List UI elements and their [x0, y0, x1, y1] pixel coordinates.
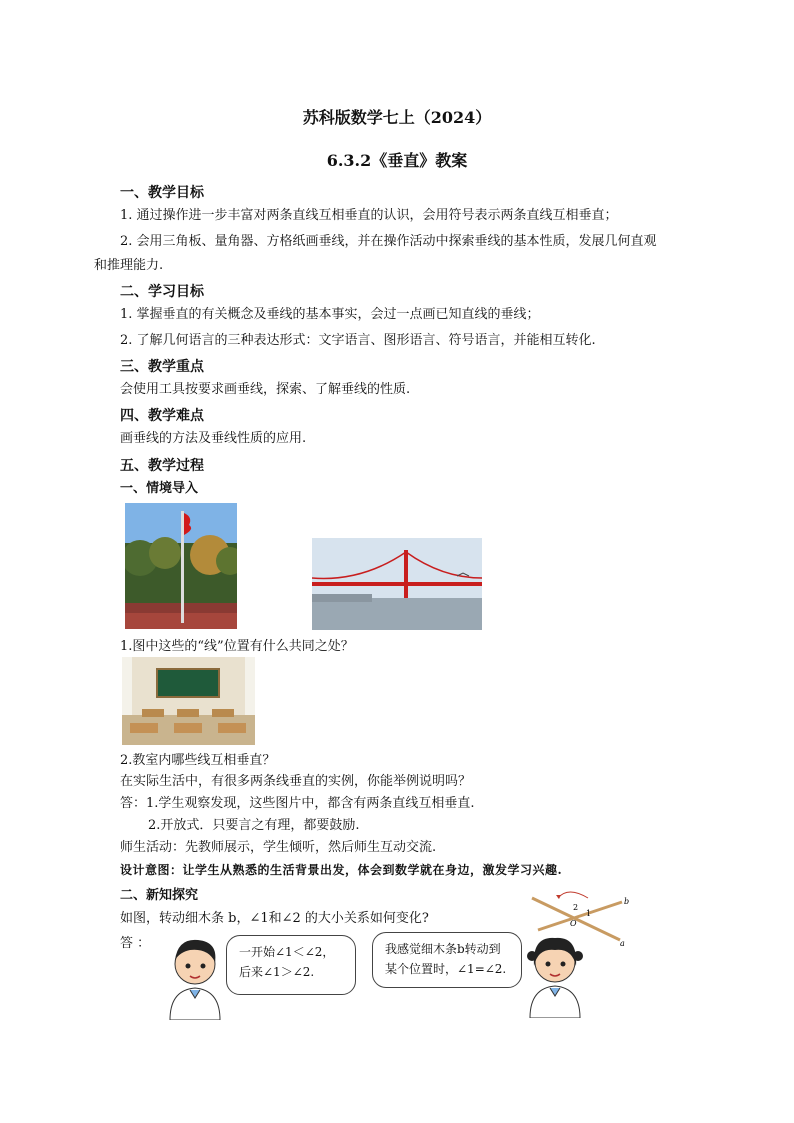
label-2: 2	[573, 903, 579, 912]
activity: 师生活动：先教师展示，学生倾听，然后师生互动交流.	[120, 840, 437, 855]
section-heading-difficulty: 四、教学难点	[120, 408, 204, 424]
question: 在实际生活中，有很多两条线垂直的实例，你能举例说明吗？	[120, 774, 472, 789]
paragraph: 1. 掌握垂直的有关概念及垂线的基本事实，会过一点画已知直线的垂线；	[120, 307, 540, 322]
question: 2.教室内哪些线互相垂直？	[120, 753, 276, 768]
paragraph: 2. 会用三角板、量角器、方格纸画垂线，并在操作活动中探索垂线的基本性质，发展几何直观	[120, 234, 657, 249]
answer: 答：1.学生观察发现，这些图片中，都含有两条直线互相垂直.	[120, 796, 475, 811]
question: 如图，转动细木条 b，∠1和∠2 的大小关系如何变化?	[120, 911, 429, 926]
bubble-text: 一开始∠1＜∠2，	[239, 945, 335, 959]
label-o: O	[570, 919, 577, 928]
classroom-photo	[122, 657, 255, 745]
section-heading-focus: 三、教学重点	[120, 359, 204, 375]
design-intent: 设计意图：让学生从熟悉的生活背景出发，体会到数学就在身边，激发学习兴趣.	[120, 863, 563, 877]
subheading: 二、新知探究	[120, 888, 199, 903]
flag-photo	[125, 503, 237, 629]
paragraph: 2. 了解几何语言的三种表达形式：文字语言、图形语言、符号语言，并能相互转化.	[120, 333, 596, 348]
bridge-photo	[312, 538, 482, 630]
paragraph: 画垂线的方法及垂线性质的应用.	[120, 431, 307, 446]
page-title: 苏科版数学七上（2024）	[302, 108, 492, 127]
girl-avatar	[520, 928, 590, 1018]
speech-bubble-left	[226, 935, 356, 995]
label-a: a	[620, 939, 625, 948]
answer: 2.开放式．只要言之有理，都要鼓励.	[148, 818, 360, 833]
page-subtitle: 6.3.2《垂直》教案	[326, 151, 468, 170]
section-heading-objectives: 一、教学目标	[120, 185, 204, 201]
bubble-text: 我感觉细木条b转动到	[385, 942, 501, 956]
speech-bubble-right	[372, 932, 522, 988]
answer-label: 答 ：	[120, 936, 151, 951]
section-heading-process: 五、教学过程	[120, 458, 204, 474]
bubble-text: 某个位置时，∠1=∠2.	[385, 962, 507, 976]
label-b: b	[624, 897, 630, 906]
section-heading-learning: 二、学习目标	[120, 284, 204, 300]
boy-avatar	[160, 930, 230, 1020]
question: 1.图中这些的“线”位置有什么共同之处？	[120, 639, 354, 654]
bubble-text: 后来∠1＞∠2.	[239, 965, 315, 979]
label-1: 1	[586, 909, 592, 918]
paragraph: 1. 通过操作进一步丰富对两条直线互相垂直的认识，会用符号表示两条直线互相垂直；	[120, 208, 618, 223]
paragraph: 会使用工具按要求画垂线，探索、了解垂线的性质.	[120, 382, 411, 397]
paragraph: 和推理能力.	[94, 258, 164, 273]
subheading: 一、情境导入	[120, 481, 199, 496]
